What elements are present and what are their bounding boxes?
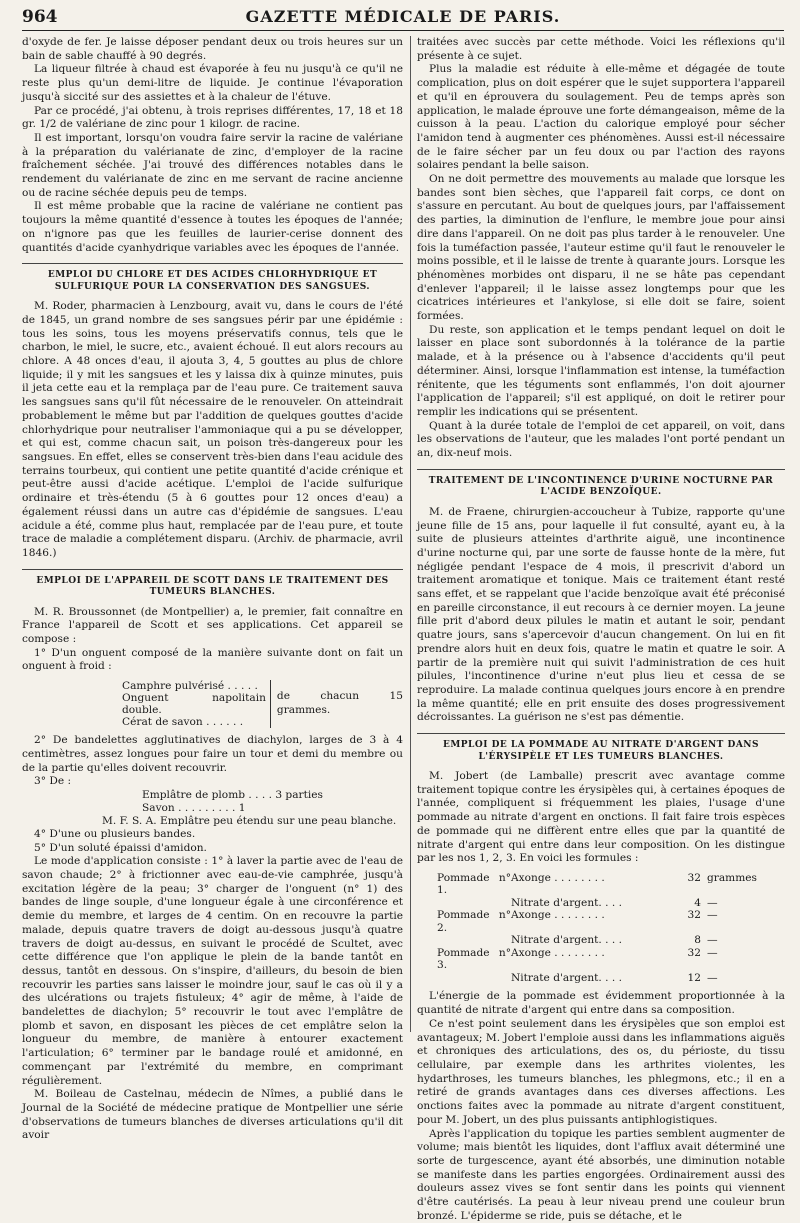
formula-unit: —	[701, 909, 718, 934]
recipe-line: Onguent napolitain double.	[122, 692, 266, 716]
column-divider	[410, 36, 411, 1032]
formula-ingredient: Axonge . . . . . . . .	[511, 947, 661, 972]
recipe-line: Emplâtre de plomb . . . . 3 parties	[142, 789, 403, 802]
formula-qty: 32	[661, 947, 701, 972]
left-column	[22, 36, 403, 1038]
paragraph: La liqueur filtrée à chaud est évaporée à feu nu jusqu'à ce qu'il ne reste plus qu'un demi-litre de liquide. Je continue l'évaporation jusqu'à siccité sur des assiettes et à la chaleur de l'étuve.	[22, 63, 403, 104]
formula-ingredient: Axonge . . . . . . . .	[511, 909, 661, 934]
recipe-note: de chacun 15 grammes.	[271, 690, 403, 717]
paragraph: Après l'application du topique les parties semblent augmenter de volume; mais bientôt les liquides, dont l'afflux avait déterminé une sorte de turgescence, ayant été absorbés, une diminution notable se manifeste dans les parties engorgées. Ordinairement aussi des douleurs assez vives se font sentir dans les points qui viennent d'être cautérisés. La peau à leur niveau prend une couleur brun bronzé. L'épiderme se ride, puis se détache, et le	[417, 1128, 785, 1223]
list-item: 3° De :	[22, 775, 403, 789]
formula-qty: 32	[661, 909, 701, 934]
formula-unit: —	[701, 934, 718, 947]
paragraph: M. de Fraene, chirurgien-accoucheur à Tubize, rapporte qu'une jeune fille de 15 ans, pour laquelle il fut consulté, ayant eu, à la suite de plusieurs atteintes d'arthrite aiguë, une incontinence d'urine nocturne qui, par une sorte de fausse honte de la mère, fut négligée pendant l'espace de 4 mois, il prescrivit d'abord un traitement aromatique et tonique. Mais ce traitement étant resté sans effet, et se rappelant que l'acide benzoïque avait été préconisé en pareille circonstance, il eut recours à ce dernier moyen. La jeune fille prit d'abord deux pilules le matin et autant le soir, pendant quatre jours, sans s'apercevoir d'aucun changement. On lui en fit prendre alors huit en deux fois, quatre le matin et quatre le soir. A partir de la première nuit qui suivit l'administration de ces huit pilules, l'incontinence d'urine n'eut plus lieu et cessa de se reproduire. La malade continua quelques jours encore à en prendre la même quantité; elle en prit ensuite des doses progressivement décroissantes. La guérison ne s'est pas démentie.	[417, 506, 785, 725]
paragraph: M. Boileau de Castelnau, médecin de Nîmes, a publié dans le Journal de la Société de médecine pratique de Montpellier une série d'observations de tumeurs blanches de diverses articulations qu'il dit avoir	[22, 1088, 403, 1143]
formula-row	[437, 972, 785, 985]
paragraph: d'oxyde de fer. Je laisse déposer pendant deux ou trois heures sur un bain de sable chauffé à 90 degrés.	[22, 36, 403, 63]
recipe-line: Camphre pulvérisé . . . . .	[122, 680, 266, 692]
paragraph: Quant à la durée totale de l'emploi de cet appareil, on voit, dans les observations de l'auteur, que les malades l'ont porté pendant un an, dix-neuf mois.	[417, 420, 785, 461]
journal-title: GAZETTE MÉDICALE DE PARIS.	[22, 7, 784, 26]
paragraph: L'énergie de la pommade est évidemment proportionnée à la quantité de nitrate d'argent qui entre dans sa composition.	[417, 990, 785, 1017]
recipe-line: Cérat de savon . . . . . .	[122, 716, 266, 728]
paragraph: On ne doit permettre des mouvements au malade que lorsque les bandes sont bien sèches, que l'appareil fait corps, ce dont on s'assure en percutant. Au bout de quelques jours, par l'affaissement des parties, la diminution de l'enflure, le membre joue pour ainsi dire dans l'appareil. On ne doit pas plus tarder à le renouveler. Une fois la tuméfaction passée, l'auteur estime qu'il faut le renouveler le moins possible, et il le laisse de trente à quarante jours. Lorsque les phénomènes morbides ont disparu, il ne se hâte pas cependant d'enlever l'appareil; il le laisse assez longtemps pour que les cicatrices intérieures et l'ankylose, si elle doit se faire, soient formées.	[417, 173, 785, 324]
paragraph: Par ce procédé, j'ai obtenu, à trois reprises différentes, 17, 18 et 18 gr. 1/2 de valériane de zinc pour 1 kilogr. de racine.	[22, 105, 403, 132]
section-title-pommade: EMPLOI DE LA POMMADE AU NITRATE D'ARGENT DANS L'ÉRYSIPÈLE ET LES TUMEURS BLANCHES.	[417, 733, 785, 763]
pommade-formulas	[417, 872, 785, 985]
formula-unit: —	[701, 972, 718, 985]
paragraph: M. Jobert (de Lamballe) prescrit avec avantage comme traitement topique contre les érysipèles qui, à certaines époques de l'année, compliquent si fréquemment les plaies, l'usage d'une pommade au nitrate d'argent en onctions. Il fait faire trois espèces de pommade qui ne diffèrent entre elles que par la quantité de nitrate d'argent qui entre dans leur composition. On les distingue par les nos 1, 2, 3. En voici les formules :	[417, 770, 785, 866]
formula-name: Pommade n° 2.	[437, 909, 511, 934]
formula-ingredient: Axonge . . . . . . . .	[511, 872, 661, 897]
formula-row	[437, 947, 785, 972]
formula-name: Pommade n° 1.	[437, 872, 511, 897]
paragraph: M. Roder, pharmacien à Lenzbourg, avait vu, dans le cours de l'été de 1845, un grand nombre de ses sangsues périr par une épidémie : tous les soins, tous les moyens préservatifs connus, tels que le charbon, le miel, le sucre, etc., avaient échoué. Il eut alors recours au chlore. A 48 onces d'eau, il ajouta 3, 4, 5 gouttes au plus de chlore liquide; il y mit les sangsues et les y laissa dix à quinze minutes, puis il jeta cette eau et la remplaça par de l'eau pure. Ce traitement sauva les sangsues sans qu'il fût nécessaire de le renouveler. On atteindrait probablement le même but par l'addition de quelques gouttes d'acide chlorhydrique pour neutraliser l'ammoniaque qui a pu se développer, et qui est, comme chacun sait, un poison très-dangereux pour les sangsues. En effet, elles se conservent très-bien dans l'eau acidule des terrains tourbeux, qui contient une petite quantité d'acide crénique et peut-être aussi d'acide acétique. L'emploi de l'acide sulfurique ordinaire et très-étendu (5 à 6 gouttes pour 12 onces d'eau) a également réussi dans un autre cas d'épidémie de sangsues. L'eau acidule a été, comme plus haut, remplacée par de l'eau pure, et toute trace de maladie a complétement disparu. (Archiv. de pharmacie, avril 1846.)	[22, 300, 403, 560]
recipe-note: M. F. S. A. Emplâtre peu étendu sur une peau blanche.	[102, 815, 403, 828]
formula-unit: —	[701, 947, 718, 972]
formula-qty: 12	[661, 972, 701, 985]
formula-row	[437, 897, 785, 910]
paragraph: M. R. Broussonnet (de Montpellier) a, le premier, fait connaître en France l'appareil de Scott et ses applications. Cet appareil se compose :	[22, 606, 403, 647]
ointment-recipe	[122, 680, 403, 728]
section-title-chlore: EMPLOI DU CHLORE ET DES ACIDES CHLORHYDRIQUE ET SULFURIQUE POUR LA CONSERVATION DES SANGSUES.	[22, 263, 403, 293]
formula-row	[437, 872, 785, 897]
paragraph: Le mode d'application consiste : 1° à laver la partie avec de l'eau de savon chaude; 2° à frictionner avec eau-de-vie camphrée, jusqu'à excitation légère de la peau; 3° charger de l'onguent (n° 1) des bandes de linge souple, d'une longueur égale à une circonférence et demie du membre, et larges de 4 centim. On en recouvre la partie malade, depuis quatre travers de doigt au-dessous jusqu'à quatre travers de doigt au-dessus, en suivant le procédé de Scultet, avec cette différence que l'on applique le plein de la bande tantôt en dessus, tantôt en dessous. On s'inspire, d'ailleurs, du besoin de bien recouvrir les parties sans laisser le moindre jour, sauf le cas où il y a des ulcérations ou trajets fistuleux; 4° agir de même, à l'aide de bandelettes de diachylon; 5° recouvrir le tout avec l'emplâtre de plomb et savon, en disposant les pièces de cet emplâtre selon la longueur du membre, de manière à entourer exactement l'articulation; 6° terminer par le bandage roulé et amidonné, en commençant par l'extrémité du membre, en comprimant régulièrement.	[22, 855, 403, 1088]
formula-unit: —	[701, 897, 718, 910]
paragraph: Il est important, lorsqu'on voudra faire servir la racine de valériane à la préparation du valérianate de zinc, d'employer de la racine fraîchement séchée. J'ai trouvé des différences notables dans le rendement du valérianate de zinc en me servant de racine ancienne ou de racine séchée depuis peu de temps.	[22, 132, 403, 201]
formula-ingredient: Nitrate d'argent. . . .	[511, 934, 661, 947]
formula-name: Pommade n° 3.	[437, 947, 511, 972]
formula-qty: 32	[661, 872, 701, 897]
formula-ingredient: Nitrate d'argent. . . .	[511, 897, 661, 910]
section-title-incontinence: TRAITEMENT DE L'INCONTINENCE D'URINE NOCTURNE PAR L'ACIDE BENZOÏQUE.	[417, 469, 785, 499]
formula-unit: grammes	[701, 872, 757, 897]
right-column	[417, 36, 785, 1038]
list-item: 4° D'une ou plusieurs bandes.	[22, 828, 403, 842]
list-item: 1° D'un onguent composé de la manière suivante dont on fait un onguent à froid :	[22, 647, 403, 674]
paragraph: Ce n'est point seulement dans les érysipèles que son emploi est avantageux; M. Jobert l'emploie aussi dans les inflammations aiguës et chroniques des articulations, des os, du périoste, du tissu cellulaire, par exemple dans les arthrites violentes, les hydarthroses, les tumeurs blanches, les phlegmons, etc.; il en a retiré de grands avantages dans ces diverses affections. Les onctions faites avec la pommade au nitrate d'argent constituent, pour M. Jobert, un des plus puissants antiphlogistiques.	[417, 1018, 785, 1128]
formula-ingredient: Nitrate d'argent. . . .	[511, 972, 661, 985]
list-item: 2° De bandelettes agglutinatives de diachylon, larges de 3 à 4 centimètres, assez longues pour faire un tour et demi du membre ou de la partie qu'elles doivent recouvrir.	[22, 734, 403, 775]
formula-qty: 8	[661, 934, 701, 947]
paragraph: Plus la maladie est réduite à elle-même et dégagée de toute complication, plus on doit espérer que le sujet supportera l'appareil et qu'il en éprouvera du soulagement. Peu de temps après son application, le malade éprouve une forte démangeaison, même de la cuisson à la peau. L'action du calorique employé pour sécher l'amidon tend à augmenter ces phénomènes. Aussi est-il nécessaire de le faire sécher par un feu doux ou par l'action des rayons solaires pendant la belle saison.	[417, 63, 785, 173]
paragraph: Il est même probable que la racine de valériane ne contient pas toujours la même quantité d'essence à toutes les époques de l'année; on n'ignore pas que les feuilles de laurier-cerise donnent des quantités d'acide cyanhydrique variables avec les époques de l'année.	[22, 200, 403, 255]
section-title-scott: EMPLOI DE L'APPAREIL DE SCOTT DANS LE TRAITEMENT DES TUMEURS BLANCHES.	[22, 569, 403, 599]
recipe-line: Savon . . . . . . . . . 1	[142, 802, 403, 815]
formula-row	[437, 934, 785, 947]
paragraph: Du reste, son application et le temps pendant lequel on doit le laisser en place sont subordonnés à la tolérance de la partie malade, et à la présence ou à l'absence d'accidents qu'il peut déterminer. Ainsi, lorsque l'inflammation est intense, la tuméfaction rénitente, que les téguments sont enflammés, l'on doit ajourner l'application de l'appareil; s'il est appliqué, on doit le retirer pour remplir les indications qui se présentent.	[417, 324, 785, 420]
paragraph: traitées avec succès par cette méthode. Voici les réflexions qu'il présente à ce sujet.	[417, 36, 785, 63]
page-header	[22, 4, 784, 31]
formula-qty: 4	[661, 897, 701, 910]
list-item: 5° D'un soluté épaissi d'amidon.	[22, 842, 403, 856]
formula-row	[437, 909, 785, 934]
page-number: 964	[22, 7, 58, 27]
